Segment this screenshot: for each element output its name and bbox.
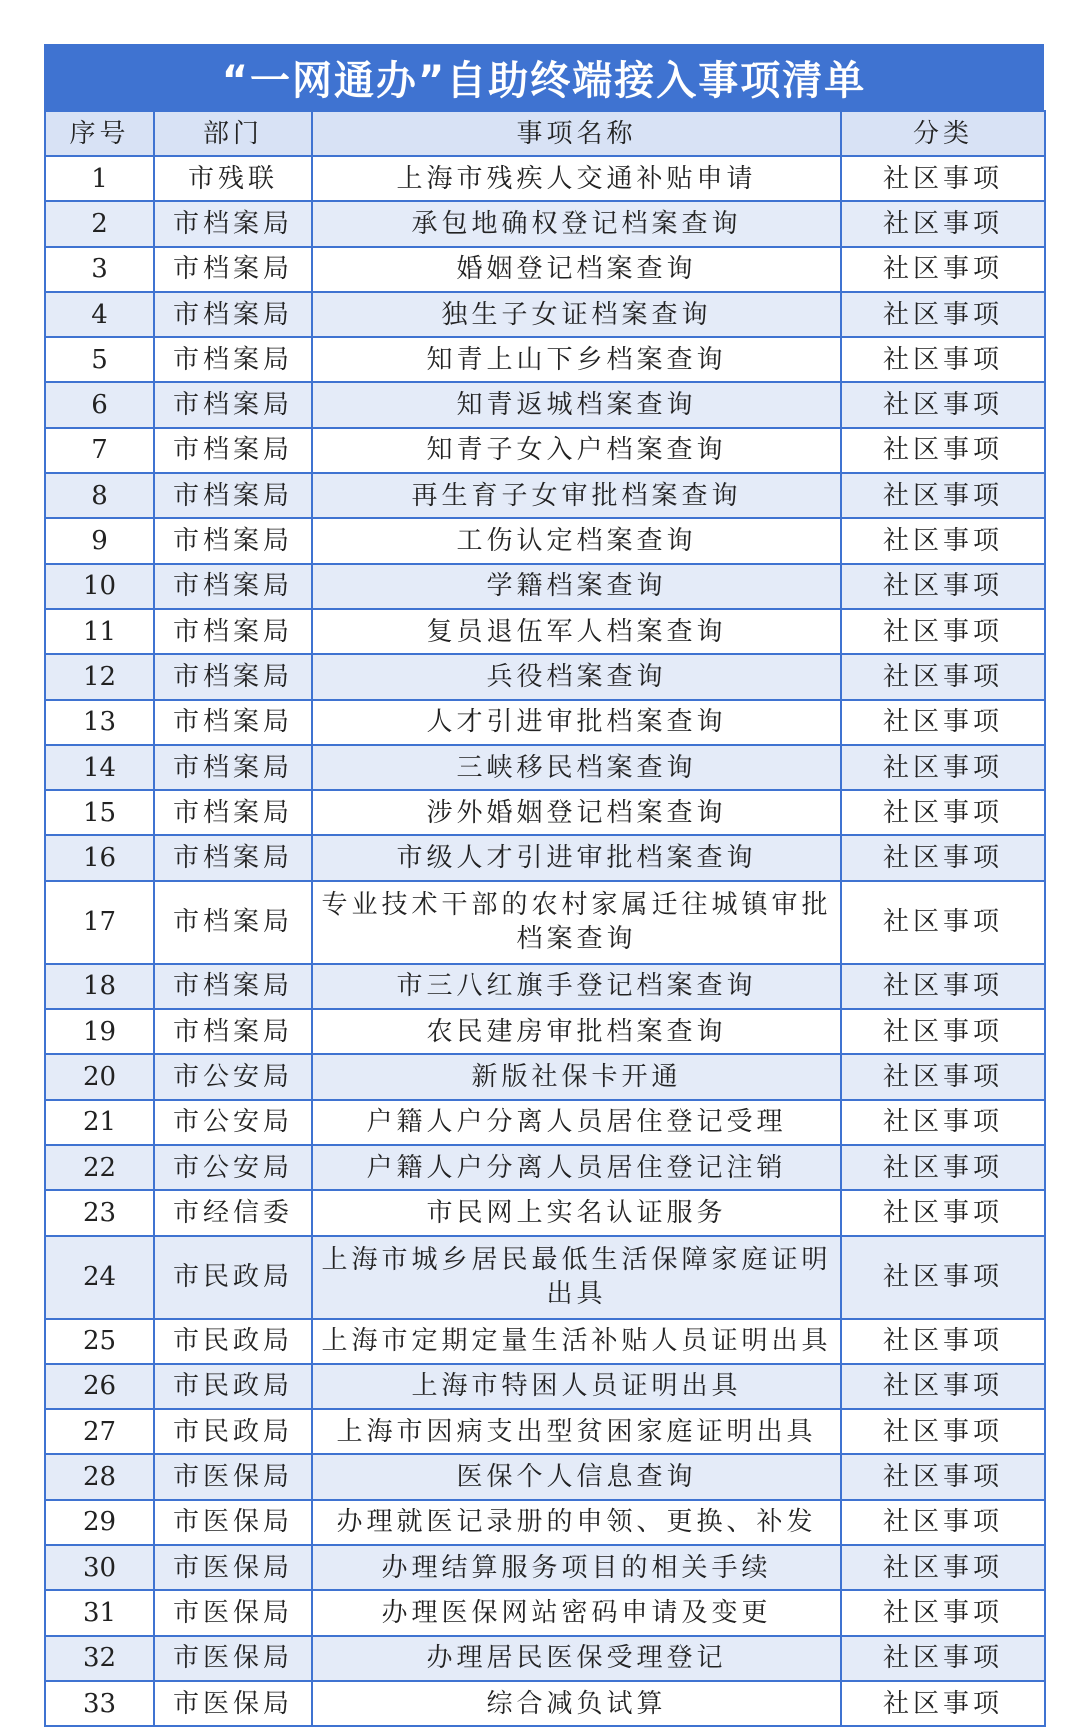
serial-number-cell: 18 [45, 964, 154, 1009]
table-row [45, 1190, 1045, 1235]
serial-number-cell: 30 [45, 1545, 154, 1590]
category-cell: 社区事项 [841, 1009, 1045, 1054]
serial-number-cell: 14 [45, 745, 154, 790]
table-row [45, 1409, 1045, 1454]
category-cell: 社区事项 [841, 337, 1045, 382]
department-cell: 市档案局 [154, 790, 312, 835]
item-name-cell: 人才引进审批档案查询 [312, 700, 841, 745]
serial-number-cell: 26 [45, 1364, 154, 1409]
table-row [45, 1009, 1045, 1054]
table-row [45, 292, 1045, 337]
item-name-cell: 兵役档案查询 [312, 654, 841, 699]
item-name-cell: 知青上山下乡档案查询 [312, 337, 841, 382]
department-cell: 市档案局 [154, 609, 312, 654]
item-name-cell: 独生子女证档案查询 [312, 292, 841, 337]
serial-number-cell: 1 [45, 156, 154, 201]
table-row [45, 700, 1045, 745]
department-cell: 市公安局 [154, 1100, 312, 1145]
department-cell: 市档案局 [154, 564, 312, 609]
serial-number-cell: 12 [45, 654, 154, 699]
serial-number-cell: 28 [45, 1454, 154, 1499]
item-name-cell: 婚姻登记档案查询 [312, 247, 841, 292]
table-row [45, 564, 1045, 609]
department-cell: 市档案局 [154, 835, 312, 880]
department-cell: 市档案局 [154, 518, 312, 563]
department-cell: 市档案局 [154, 473, 312, 518]
serial-number-cell: 9 [45, 518, 154, 563]
category-cell: 社区事项 [841, 609, 1045, 654]
table-row [45, 1236, 1045, 1319]
department-cell: 市档案局 [154, 292, 312, 337]
department-cell: 市医保局 [154, 1681, 312, 1726]
category-cell: 社区事项 [841, 1409, 1045, 1454]
table-row [45, 428, 1045, 473]
category-cell: 社区事项 [841, 700, 1045, 745]
serial-number-cell: 11 [45, 609, 154, 654]
item-name-cell: 专业技术干部的农村家属迁往城镇审批档案查询 [312, 881, 841, 964]
category-cell: 社区事项 [841, 1454, 1045, 1499]
department-cell: 市医保局 [154, 1590, 312, 1635]
category-cell: 社区事项 [841, 1054, 1045, 1099]
department-cell: 市档案局 [154, 428, 312, 473]
table-row [45, 881, 1045, 964]
table-row [45, 790, 1045, 835]
item-name-cell: 知青子女入户档案查询 [312, 428, 841, 473]
table-row [45, 1319, 1045, 1364]
category-cell: 社区事项 [841, 247, 1045, 292]
category-cell: 社区事项 [841, 745, 1045, 790]
department-cell: 市民政局 [154, 1319, 312, 1364]
table-title: “一网通办”自助终端接入事项清单 [44, 44, 1044, 110]
category-cell: 社区事项 [841, 382, 1045, 427]
category-cell: 社区事项 [841, 881, 1045, 964]
table-row [45, 1454, 1045, 1499]
table-row [45, 964, 1045, 1009]
header-category: 分类 [841, 111, 1045, 156]
serial-number-cell: 33 [45, 1681, 154, 1726]
table-row [45, 1545, 1045, 1590]
serial-number-cell: 32 [45, 1636, 154, 1681]
category-cell: 社区事项 [841, 1100, 1045, 1145]
department-cell: 市民政局 [154, 1236, 312, 1319]
serial-number-cell: 31 [45, 1590, 154, 1635]
table-row [45, 654, 1045, 699]
department-cell: 市档案局 [154, 700, 312, 745]
item-name-cell: 办理就医记录册的申领、更换、补发 [312, 1500, 841, 1545]
department-cell: 市档案局 [154, 247, 312, 292]
serial-number-cell: 8 [45, 473, 154, 518]
department-cell: 市公安局 [154, 1054, 312, 1099]
category-cell: 社区事项 [841, 1636, 1045, 1681]
item-name-cell: 办理医保网站密码申请及变更 [312, 1590, 841, 1635]
serial-number-cell: 22 [45, 1145, 154, 1190]
item-name-cell: 上海市定期定量生活补贴人员证明出具 [312, 1319, 841, 1364]
department-cell: 市档案局 [154, 337, 312, 382]
category-cell: 社区事项 [841, 1681, 1045, 1726]
item-name-cell: 市民网上实名认证服务 [312, 1190, 841, 1235]
category-cell: 社区事项 [841, 156, 1045, 201]
table-row [45, 1500, 1045, 1545]
department-cell: 市档案局 [154, 881, 312, 964]
department-cell: 市公安局 [154, 1145, 312, 1190]
item-name-cell: 再生育子女审批档案查询 [312, 473, 841, 518]
category-cell: 社区事项 [841, 835, 1045, 880]
table-row [45, 1364, 1045, 1409]
table-row [45, 1145, 1045, 1190]
serial-number-cell: 15 [45, 790, 154, 835]
item-name-cell: 户籍人户分离人员居住登记注销 [312, 1145, 841, 1190]
item-name-cell: 学籍档案查询 [312, 564, 841, 609]
category-cell: 社区事项 [841, 1364, 1045, 1409]
item-name-cell: 新版社保卡开通 [312, 1054, 841, 1099]
header-department: 部门 [154, 111, 312, 156]
item-name-cell: 上海市特困人员证明出具 [312, 1364, 841, 1409]
table-row [45, 382, 1045, 427]
serial-number-cell: 5 [45, 337, 154, 382]
department-cell: 市民政局 [154, 1409, 312, 1454]
table-row [45, 156, 1045, 201]
serial-number-cell: 16 [45, 835, 154, 880]
table-row [45, 1590, 1045, 1635]
department-cell: 市档案局 [154, 1009, 312, 1054]
item-name-cell: 上海市残疾人交通补贴申请 [312, 156, 841, 201]
department-cell: 市残联 [154, 156, 312, 201]
department-cell: 市民政局 [154, 1364, 312, 1409]
item-name-cell: 涉外婚姻登记档案查询 [312, 790, 841, 835]
serial-number-cell: 10 [45, 564, 154, 609]
category-cell: 社区事项 [841, 1590, 1045, 1635]
table-row [45, 473, 1045, 518]
serial-number-cell: 24 [45, 1236, 154, 1319]
department-cell: 市医保局 [154, 1500, 312, 1545]
table-row [45, 518, 1045, 563]
item-name-cell: 综合减负试算 [312, 1681, 841, 1726]
serial-number-cell: 4 [45, 292, 154, 337]
serial-number-cell: 7 [45, 428, 154, 473]
table-row [45, 745, 1045, 790]
serial-number-cell: 19 [45, 1009, 154, 1054]
department-cell: 市档案局 [154, 745, 312, 790]
department-cell: 市档案局 [154, 382, 312, 427]
category-cell: 社区事项 [841, 1145, 1045, 1190]
items-table [44, 110, 1046, 1727]
category-cell: 社区事项 [841, 1190, 1045, 1235]
category-cell: 社区事项 [841, 201, 1045, 246]
serial-number-cell: 17 [45, 881, 154, 964]
item-name-cell: 上海市因病支出型贫困家庭证明出具 [312, 1409, 841, 1454]
header-serial-number: 序号 [45, 111, 154, 156]
item-name-cell: 办理居民医保受理登记 [312, 1636, 841, 1681]
serial-number-cell: 25 [45, 1319, 154, 1364]
header-item-name: 事项名称 [312, 111, 841, 156]
serial-number-cell: 13 [45, 700, 154, 745]
serial-number-cell: 20 [45, 1054, 154, 1099]
category-cell: 社区事项 [841, 1500, 1045, 1545]
table-row [45, 1636, 1045, 1681]
department-cell: 市档案局 [154, 654, 312, 699]
table-row [45, 1054, 1045, 1099]
serial-number-cell: 6 [45, 382, 154, 427]
category-cell: 社区事项 [841, 473, 1045, 518]
category-cell: 社区事项 [841, 564, 1045, 609]
serial-number-cell: 27 [45, 1409, 154, 1454]
serial-number-cell: 29 [45, 1500, 154, 1545]
item-name-cell: 复员退伍军人档案查询 [312, 609, 841, 654]
item-name-cell: 户籍人户分离人员居住登记受理 [312, 1100, 841, 1145]
category-cell: 社区事项 [841, 1236, 1045, 1319]
item-name-cell: 医保个人信息查询 [312, 1454, 841, 1499]
table-row [45, 247, 1045, 292]
category-cell: 社区事项 [841, 292, 1045, 337]
item-name-cell: 承包地确权登记档案查询 [312, 201, 841, 246]
serial-number-cell: 3 [45, 247, 154, 292]
serial-number-cell: 2 [45, 201, 154, 246]
category-cell: 社区事项 [841, 428, 1045, 473]
category-cell: 社区事项 [841, 790, 1045, 835]
item-name-cell: 知青返城档案查询 [312, 382, 841, 427]
item-name-cell: 三峡移民档案查询 [312, 745, 841, 790]
department-cell: 市档案局 [154, 964, 312, 1009]
item-name-cell: 上海市城乡居民最低生活保障家庭证明出具 [312, 1236, 841, 1319]
table-body [45, 156, 1045, 1726]
item-name-cell: 市级人才引进审批档案查询 [312, 835, 841, 880]
items-table-sheet [44, 44, 1044, 1727]
category-cell: 社区事项 [841, 1545, 1045, 1590]
department-cell: 市档案局 [154, 201, 312, 246]
table-row [45, 1100, 1045, 1145]
table-row [45, 201, 1045, 246]
item-name-cell: 工伤认定档案查询 [312, 518, 841, 563]
table-row [45, 1681, 1045, 1726]
item-name-cell: 办理结算服务项目的相关手续 [312, 1545, 841, 1590]
item-name-cell: 农民建房审批档案查询 [312, 1009, 841, 1054]
category-cell: 社区事项 [841, 654, 1045, 699]
table-header-row [45, 111, 1045, 156]
table-row [45, 835, 1045, 880]
serial-number-cell: 23 [45, 1190, 154, 1235]
category-cell: 社区事项 [841, 1319, 1045, 1364]
table-row [45, 609, 1045, 654]
department-cell: 市医保局 [154, 1545, 312, 1590]
category-cell: 社区事项 [841, 964, 1045, 1009]
category-cell: 社区事项 [841, 518, 1045, 563]
department-cell: 市医保局 [154, 1636, 312, 1681]
serial-number-cell: 21 [45, 1100, 154, 1145]
department-cell: 市经信委 [154, 1190, 312, 1235]
table-row [45, 337, 1045, 382]
department-cell: 市医保局 [154, 1454, 312, 1499]
item-name-cell: 市三八红旗手登记档案查询 [312, 964, 841, 1009]
